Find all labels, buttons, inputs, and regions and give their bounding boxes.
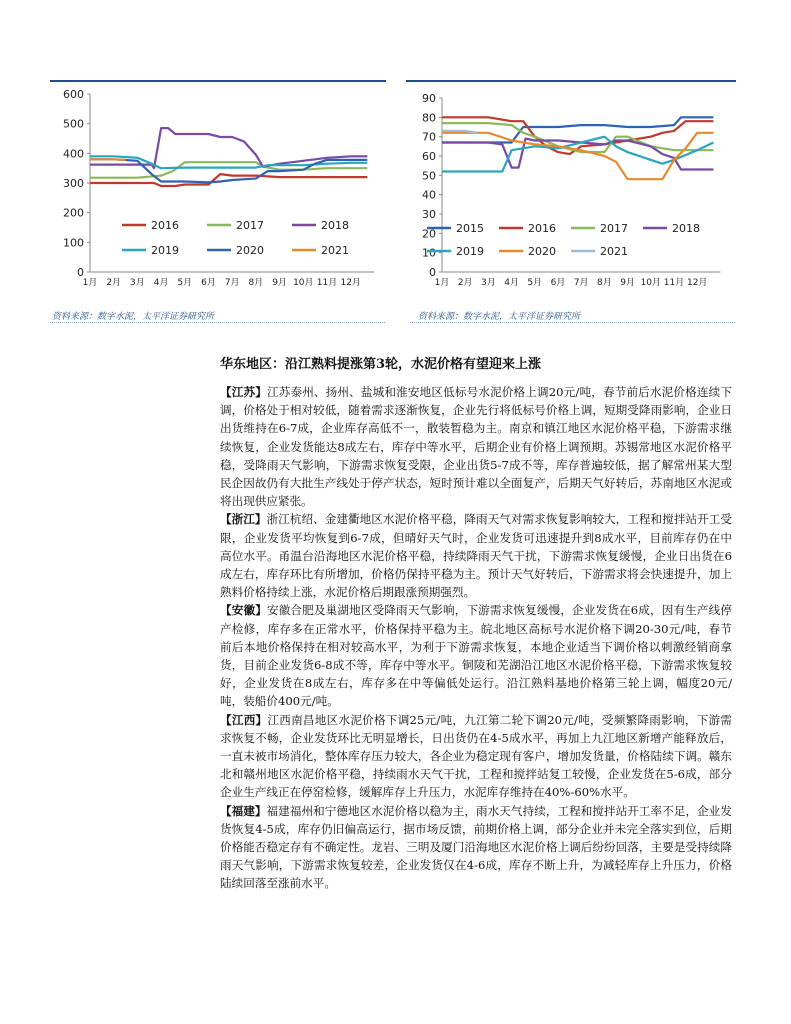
x-tick-label: 2月 [457,278,473,288]
y-tick-label: 60 [422,150,436,163]
series-line-2015 [442,117,713,142]
x-tick-label: 9月 [272,278,287,288]
region-tag: 【江西】 [220,712,268,727]
chart-source-right: 资料来源：数字水泥，太平洋证券研究所 [418,312,581,322]
paragraph-text: 福建福州和宁德地区水泥价格以稳为主，雨水天气持续，工程和搅拌站开工率不足，企业发货恢复4-5成，库存仍旧偏高运行，据市场反馈，前期价格上调，部分企业并未完全落实到位，后期价格能否稳定存有不确定性。龙岩、三明及厦门沿海地区水泥价格上调后纷纷回落，主要是受持续降雨天气影响，下游需求恢复较差，企业发货仅在4-6成，库存不断上升，为减轻库存上升压力，价格陆续回落至涨前水平。 [220,803,732,891]
x-tick-label: 1月 [82,278,98,288]
legend-label-2016: 2016 [151,219,179,232]
x-tick-label: 9月 [620,278,635,288]
paragraph-text: 浙江杭绍、金建衢地区水泥价格平稳，降雨天气对需求恢复影响较大，工程和搅拌站开工受限，企业发货平均恢复到6-7成，但晴好天气时，企业发货可迅速提升到8成水平，目前库存仍在中高位水平。甬温台沿海地区水泥价格平稳，持续降雨天气干扰，下游需求恢复缓慢，企业日出货在6成左右，库存环比有所增加，价格仍保持平稳为主。预计天气好转后，下游需求将会快速提升，加上熟料价格持续上涨，水泥价格后期跟涨预期强烈。 [220,512,732,600]
y-tick-label: 400 [63,147,84,161]
region-tag: 【安徽】 [220,603,267,618]
header-rule-left [50,80,386,82]
y-tick-label: 200 [63,206,84,220]
x-tick-label: 7月 [224,278,240,288]
x-tick-label: 3月 [130,278,145,288]
y-tick-label: 500 [63,117,84,131]
x-tick-label: 11月 [663,278,685,288]
legend-label-2015: 2015 [456,222,484,235]
legend-label-2017: 2017 [236,219,264,232]
x-tick-label: 7月 [573,278,589,288]
y-tick-label: 30 [422,208,436,221]
source-divider-right [410,322,735,323]
legend-label-2017: 2017 [600,222,628,235]
y-tick-label: 0 [77,266,84,279]
x-tick-label: 6月 [201,278,216,288]
header-rule-right [406,80,736,82]
y-tick-label: 90 [422,92,436,105]
paragraph-fujian [220,802,732,893]
y-tick-label: 100 [63,236,84,250]
legend-label-2016: 2016 [528,222,556,235]
legend-label-2019: 2019 [456,245,484,258]
x-tick-label: 12月 [686,278,708,288]
legend-label-2018: 2018 [672,222,700,235]
paragraph-jiangsu [220,383,732,510]
x-tick-label: 8月 [248,278,264,288]
y-tick-label: 600 [63,88,84,101]
x-tick-label: 12月 [340,278,361,288]
paragraph-anhui [220,601,732,710]
x-tick-label: 3月 [481,278,496,288]
x-tick-label: 1月 [434,278,450,288]
paragraph-text: 江西南昌地区水泥价格下调25元/吨，九江第二轮下调20元/吨，受频繁降雨影响，下游需求恢复不畅，企业发货环比无明显增长，日出货仍在4-5成水平，再加上九江地区新增产能释放后，一直未被市场消化，整体库存压力较大，各企业为稳定现有客户，增加发货量，价格陆续下调。赣东北和赣州地区水泥价格平稳，持续雨水天气干扰，工程和搅拌站复工较慢，企业发货在5-6成，部分企业生产线正在停窑检修，缓解库存上升压力，水泥库存维持在40%-60%水平。 [220,712,732,800]
region-tag: 【浙江】 [220,512,267,527]
legend-label-2018: 2018 [321,219,349,232]
legend-label-2019: 2019 [151,244,179,257]
x-tick-label: 2月 [106,278,122,288]
x-tick-label: 6月 [550,278,566,288]
legend-label-2021: 2021 [321,244,349,257]
series-line-2021 [90,159,126,160]
paragraph-jiangxi [220,711,732,802]
legend-label-2021: 2021 [600,245,628,258]
x-tick-label: 8月 [597,278,612,288]
cement-price-chart-left [40,85,385,305]
report-body [220,383,732,893]
legend-label-2020: 2020 [236,244,264,257]
chart-source-left: 资料来源：数字水泥，太平洋证券研究所 [52,312,215,322]
y-tick-label: 40 [422,188,436,202]
y-tick-label: 80 [422,111,436,125]
paragraph-text: 江苏泰州、扬州、盐城和淮安地区低标号水泥价格上调20元/吨，春节前后水泥价格连续下调，价格处于相对较低，随着需求逐渐恢复，企业先行将低标号价格上调，短期受降雨影响，企业日出货维持在6-7成，企业库存高低不一，散装暂稳为主。南京和镇江地区水泥价格平稳，下游需求继续恢复，企业发货能达8成左右，库存中等水平，后期企业有价格上调预期。苏锡常地区水泥价格平稳，受降雨天气影响，下游需求恢复受限，企业出货5-7成不等，库存普遍较低，据了解常州某大型民企因故仍有大批生产线处于停产状态，短时预计难以全面复产，后期天气好转后，苏南地区水泥或将出现供应紧张。 [220,385,732,509]
paragraph-text: 安徽合肥及巢湖地区受降雨天气影响，下游需求恢复缓慢，企业发货在6成，因有生产线停产检修，库存多在正常水平，价格保持平稳为主。皖北地区高标号水泥价格下调20-30元/吨，春节前后本地价格保持在相对较高水平，为利于下游需求恢复，本地企业适当下调价格以刺激经销商拿货，目前企业发货6-8成不等，库存中等水平。铜陵和芜湖沿江地区水泥价格平稳，下游需求恢复较好，企业发货在8成左右，库存多在中等偏低处运行。沿江熟料基地价格第三轮上调，幅度20元/吨，装船价400元/吨。 [220,603,732,709]
cement-price-chart-right [405,85,740,305]
legend-label-2020: 2020 [528,245,556,258]
x-tick-label: 5月 [527,278,543,288]
x-tick-label: 10月 [640,278,662,288]
y-tick-label: 20 [422,227,436,241]
x-tick-label: 11月 [316,278,338,288]
section-heading: 华东地区：沿江熟料提涨第3轮，水泥价格有望迎来上涨 [220,357,542,372]
x-tick-label: 10月 [293,278,314,288]
x-tick-label: 5月 [177,278,193,288]
x-tick-label: 4月 [153,278,169,288]
x-tick-label: 4月 [504,278,519,288]
source-divider-left [50,322,385,323]
paragraph-zhejiang [220,510,732,601]
y-tick-label: 70 [422,130,436,144]
y-tick-label: 300 [63,177,84,190]
region-tag: 【江苏】 [220,385,267,399]
region-tag: 【福建】 [220,803,267,818]
y-tick-label: 50 [422,169,436,183]
y-tick-label: 0 [429,266,436,279]
y-tick-label: 10 [422,246,436,260]
